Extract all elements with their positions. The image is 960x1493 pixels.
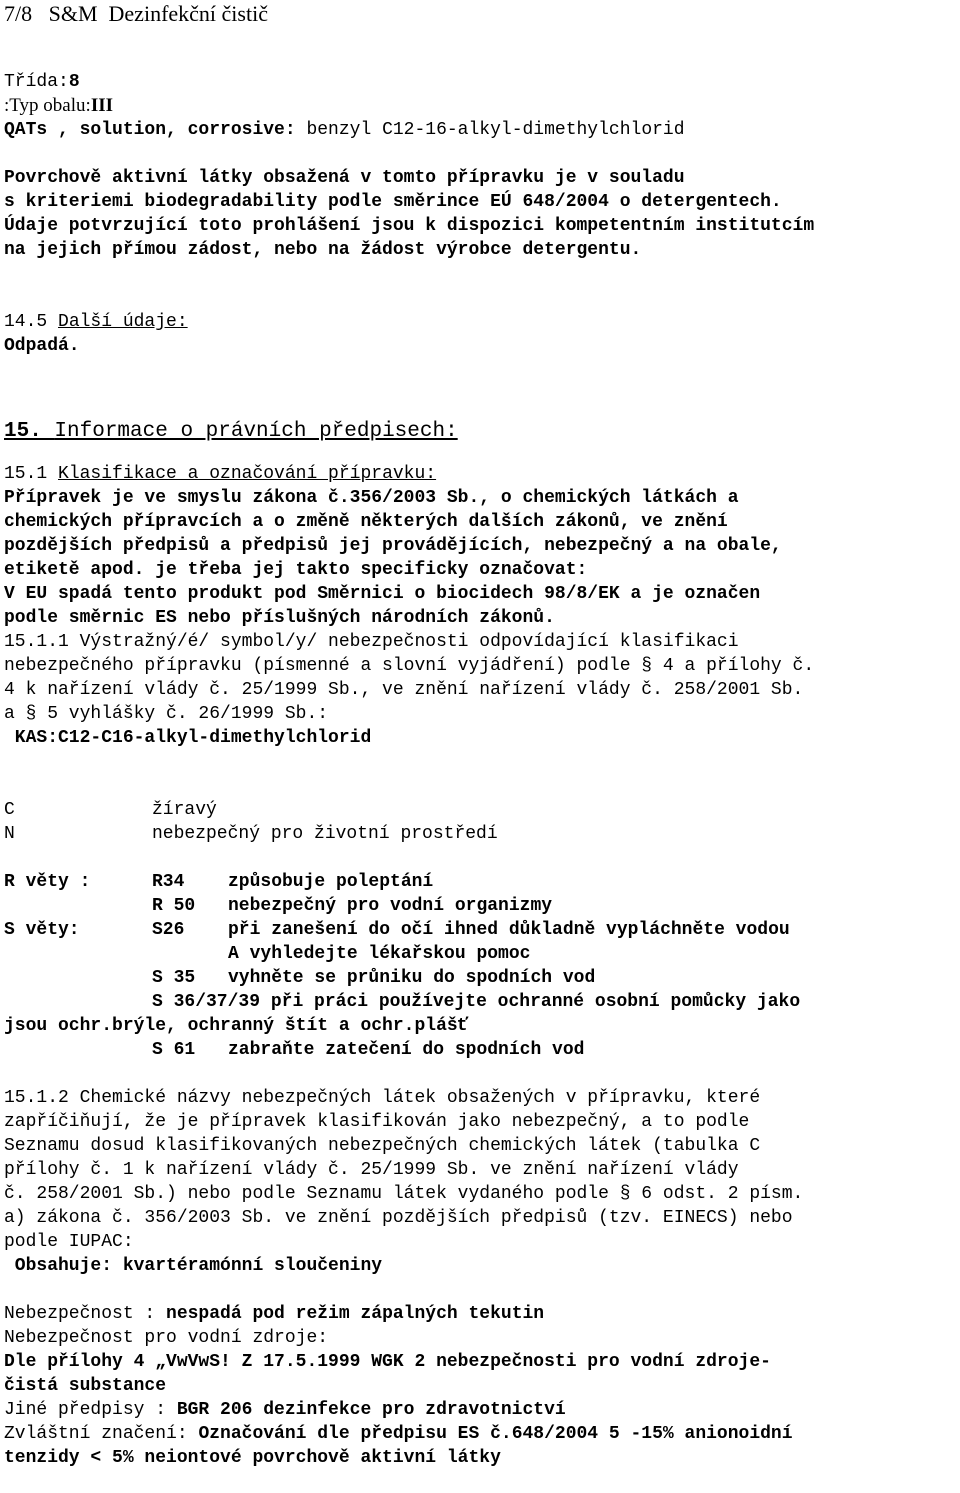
substances-line: 15.1.2 Chemické názvy nebezpečných látek obsažených v přípravku, které [4, 1088, 761, 1108]
hazard-value: nespadá pod režim zápalných tekutin [166, 1304, 545, 1324]
s-phrases-label: S věty: [4, 920, 80, 940]
section-15-heading [4, 418, 956, 446]
phrase-code: S 36/37/39 [152, 992, 261, 1012]
symbol-code: N [4, 824, 15, 844]
packaging-value: III [90, 95, 113, 116]
symbols-intro-line: nebezpečného přípravku (písmenné a slovní vyjádření) podle § 4 a přílohy č. [4, 656, 815, 676]
section-14-5-heading [4, 310, 956, 334]
detergent-line: Povrchově aktivní látky obsažená v tomto přípravku je v souladu [4, 168, 685, 188]
phrase-code: S26 [152, 920, 185, 940]
section-title: Další údaje: [58, 312, 188, 332]
phrase-code: S 35 [152, 968, 196, 988]
spacer [4, 1062, 956, 1086]
phrase-code: R 50 [152, 896, 196, 916]
kas-label: KAS:C12-C16-alkyl-dimethylchlorid [4, 728, 372, 748]
section-title: Klasifikace a označování přípravku: [58, 464, 437, 484]
r-phrase-row [4, 894, 956, 918]
hazard-label: Nebezpečnost : [4, 1304, 167, 1324]
s-phrase-row [4, 990, 956, 1014]
phrase-text: nebezpečný pro vodní organizmy [228, 896, 553, 916]
substances-line: a) zákona č. 356/2003 Sb. ve znění pozdějších předpisů (tzv. EINECS) nebo [4, 1208, 793, 1228]
hazard-symbol-row [4, 822, 956, 846]
section-number: 14.5 [4, 312, 59, 332]
phrase-text: zabraňte zatečení do spodních vod [228, 1040, 585, 1060]
proper-shipping-name: QATs , solution, corrosive: [4, 120, 296, 140]
s-phrase-row [4, 918, 956, 942]
spacer [4, 28, 956, 70]
contains-line: Obsahuje: kvartéramónní sloučeniny [4, 1256, 383, 1276]
product-name: S&M Dezinfekční čistič [48, 1, 268, 26]
other-label: Jiné předpisy : [4, 1400, 177, 1420]
r-phrase-row [4, 870, 956, 894]
transport-name [4, 118, 956, 142]
phrase-text: při zanešení do očí ihned důkladně vypláchněte vodou [228, 920, 790, 940]
section-number: 15. [4, 420, 55, 443]
other-regulations-row [4, 1398, 956, 1422]
section-number: 15.1 [4, 464, 59, 484]
water-hazard-line: Dle přílohy 4 „VwVwS! Z 17.5.1999 WGK 2 nebezpečnosti pro vodní zdroje- [4, 1352, 771, 1372]
section-title: Informace o právních předpisech: [54, 420, 458, 443]
phrase-text: při práci používejte ochranné osobní pomůcky jako [270, 992, 801, 1012]
r-phrases-label: R věty : [4, 872, 91, 892]
special-label: Zvláštní značení: [4, 1424, 199, 1444]
class-value: 8 [68, 72, 80, 92]
phrase-code: S 61 [152, 1040, 196, 1060]
phrase-text: způsobuje poleptání [228, 872, 434, 892]
phrase-text: A vyhledejte lékařskou pomoc [228, 944, 531, 964]
symbol-code: C [4, 800, 15, 820]
symbol-text: žíravý [152, 800, 217, 820]
special-labelling-wrap: tenzidy < 5% neiontové povrchově aktivní látky [4, 1448, 501, 1468]
classification-line: Přípravek je ve smyslu zákona č.356/2003 Sb., o chemických látkách a [4, 488, 739, 508]
s-phrase-row [4, 966, 956, 990]
classification-line: podle směrnic ES nebo příslušných národních zákonů. [4, 608, 555, 628]
substances-line: Seznamu dosud klasifikovaných nebezpečných chemických látek (tabulka C [4, 1136, 761, 1156]
special-value: Označování dle předpisu ES č.648/2004 5 -15% anionoidní [198, 1424, 793, 1444]
classification-line: V EU spadá tento produkt pod Směrnici o biocidech 98/8/EK a je označen [4, 584, 761, 604]
s-phrase-wrap: jsou ochr.brýle, ochranný štít a ochr.plášť [4, 1016, 469, 1036]
detergent-line: Údaje potvrzující toto prohlášení jsou k dispozici kompetentním institutcím [4, 216, 815, 236]
detergent-line: na jejich přímou zádost, nebo na žádost výrobce detergentu. [4, 240, 642, 260]
symbol-text: nebezpečný pro životní prostředí [152, 824, 498, 844]
special-labelling-row [4, 1422, 956, 1446]
s-phrase-row [4, 1038, 956, 1062]
spacer [4, 358, 956, 418]
other-value: BGR 206 dezinfekce pro zdravotnictví [176, 1400, 566, 1420]
classification-line: etiketě apod. je třeba jej takto specificky označovat: [4, 560, 588, 580]
water-hazard-label: Nebezpečnost pro vodní zdroje: [4, 1328, 329, 1348]
classification-line: pozdějších předpisů a předpisů jej provádějících, nebezpečný a na obale, [4, 536, 782, 556]
hazard-row [4, 1302, 956, 1326]
class-label: Třída: [4, 72, 69, 92]
transport-class [4, 70, 956, 94]
substances-line: zapříčiňují, že je přípravek klasifikován jako nebezpečný, a to podle [4, 1112, 750, 1132]
spacer [4, 446, 956, 462]
symbols-intro-line: a § 5 vyhlášky č. 26/1999 Sb.: [4, 704, 329, 724]
s-phrase-row [4, 942, 956, 966]
page-header [4, 0, 956, 28]
substances-line: č. 258/2001 Sb.) nebo podle Seznamu látek vydaného podle § 6 odst. 2 písm. [4, 1184, 804, 1204]
spacer [4, 1278, 956, 1302]
substances-line: přílohy č. 1 k nařízení vlády č. 25/1999 Sb. ve znění nařízení vlády [4, 1160, 739, 1180]
transport-packaging [4, 94, 956, 118]
symbols-intro-line: 4 k nařízení vlády č. 25/1999 Sb., ve znění nařízení vlády č. 258/2001 Sb. [4, 680, 804, 700]
document-page [4, 0, 956, 1470]
section-14-5-value: Odpadá. [4, 336, 80, 356]
hazard-symbol-row [4, 798, 956, 822]
spacer [4, 262, 956, 310]
section-15-1-heading [4, 462, 956, 486]
substance-name: benzyl C12-16-alkyl-dimethylchlorid [295, 120, 685, 140]
page-number: 7/8 [4, 1, 33, 26]
spacer [4, 142, 956, 166]
phrase-text: vyhněte se průniku do spodních vod [228, 968, 596, 988]
detergent-line: s kriteriemi biodegradability podle směrince EÚ 648/2004 o detergentech. [4, 192, 782, 212]
spacer [4, 846, 956, 870]
phrase-code: R34 [152, 872, 185, 892]
symbols-intro-line: 15.1.1 Výstražný/é/ symbol/y/ nebezpečnosti odpovídající klasifikaci [4, 632, 739, 652]
classification-line: chemických přípravcích a o změně některých dalších zákonů, ve znění [4, 512, 728, 532]
spacer [4, 750, 956, 798]
substances-line: podle IUPAC: [4, 1232, 134, 1252]
water-hazard-line: čistá substance [4, 1376, 167, 1396]
packaging-label: :Typ obalu: [4, 95, 91, 116]
